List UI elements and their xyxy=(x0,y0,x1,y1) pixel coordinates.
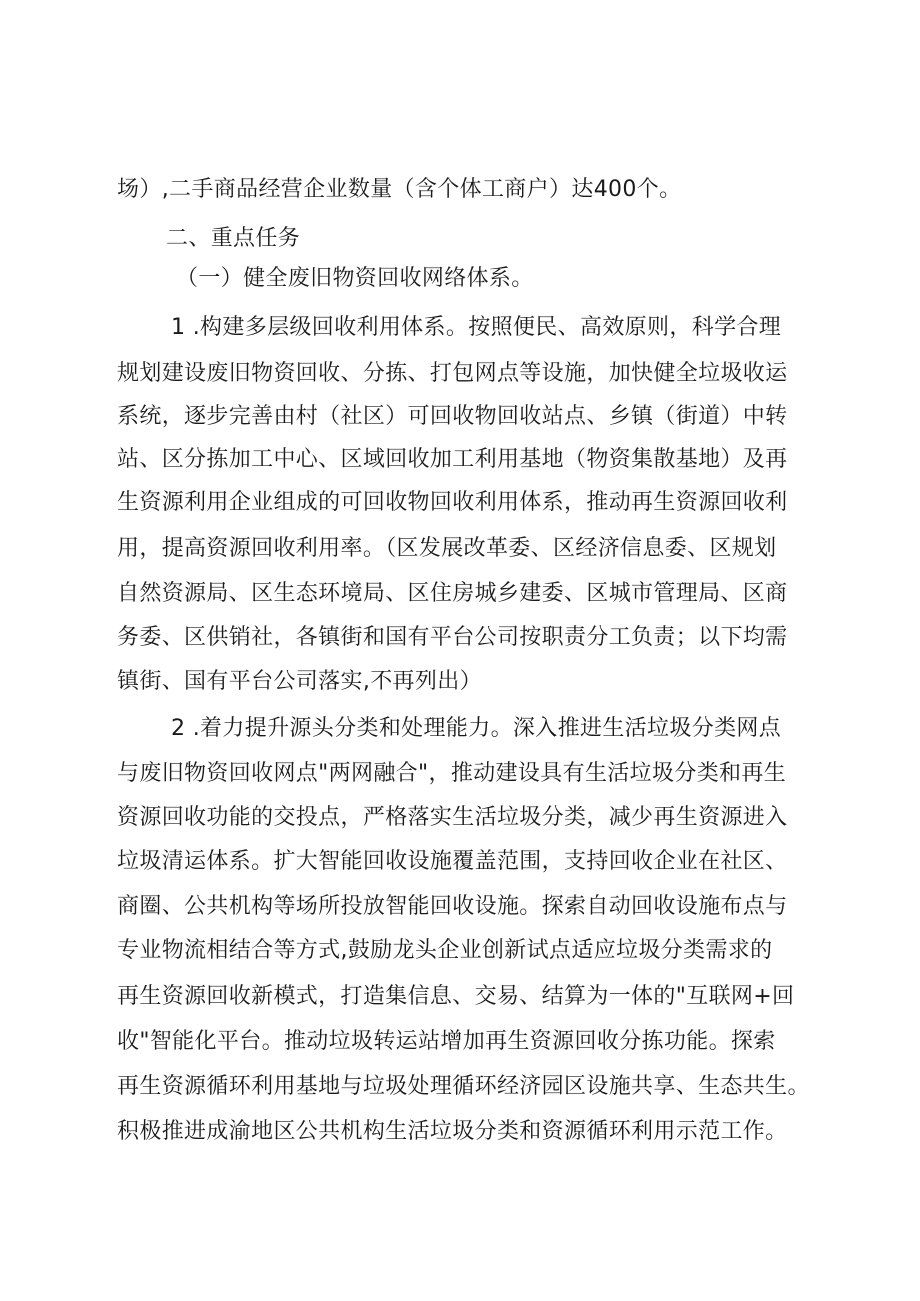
item-2-line: 专业物流相结合等方式,鼓励龙头企业创新试点适应垃圾分类需求的 xyxy=(117,938,773,963)
item-1-line: 自然资源局、区生态环境局、区住房城乡建委、区城市管理局、区商 xyxy=(117,581,788,606)
item-1-line: 镇街、国有平台公司落实,不再列出） xyxy=(117,669,482,694)
item-1-line: 站、区分拣加工中心、区域回收加工利用基地（物资集散基地）及再 xyxy=(117,447,788,472)
subsection-heading: （一）健全废旧物资回收网络体系。 xyxy=(176,266,534,291)
item-1-first-line: 1 .构建多层级回收利用体系。按照便民、高效原则，科学合理 xyxy=(171,315,782,340)
item-2-line: 再生资源循环利用基地与垃圾处理循环经济园区设施共享、生态共生。 xyxy=(117,1074,810,1099)
item-2-line: 资源回收功能的交投点，严格落实生活垃圾分类，减少再生资源进入 xyxy=(117,805,788,830)
item-2-line: 收"智能化平台。推动垃圾转运站增加再生资源回收分拣功能。探索 xyxy=(117,1029,776,1054)
paragraph-continuation: 场）,二手商品经营企业数量（含个体工商户）达400个。 xyxy=(117,177,682,202)
item-1-line: 务委、区供销社，各镇街和国有平台公司按职责分工负责；以下均需 xyxy=(117,625,788,650)
section-heading: 二、重点任务 xyxy=(166,226,301,251)
item-1-line: 用，提高资源回收利用率。（区发展改革委、区经济信息委、区规划 xyxy=(117,536,777,561)
item-1-line: 规划建设废旧物资回收、分拣、打包网点等设施，加快健全垃圾收运 xyxy=(117,361,788,386)
item-2-line: 垃圾清运体系。扩大智能回收设施覆盖范围，支持回收企业在社区、 xyxy=(117,849,788,874)
item-2-line: 积极推进成渝地区公共机构生活垃圾分类和资源循环利用示范工作。 xyxy=(117,1119,788,1144)
item-2-line: 商圈、公共机构等场所投放智能回收设施。探索自动回收设施布点与 xyxy=(117,894,788,919)
item-2-first-line: 2 .着力提升源头分类和处理能力。深入推进生活垃圾分类网点 xyxy=(171,716,782,741)
item-1-line: 生资源利用企业组成的可回收物回收利用体系，推动再生资源回收利 xyxy=(117,490,788,515)
item-1-line: 系统，逐步完善由村（社区）可回收物回收站点、乡镇（街道）中转 xyxy=(117,404,788,429)
item-2-line: 再生资源回收新模式，打造集信息、交易、结算为一体的"互联网+回 xyxy=(117,984,795,1009)
item-2-line: 与废旧物资回收网点"两网融合"，推动建设具有生活垃圾分类和再生 xyxy=(117,761,787,786)
